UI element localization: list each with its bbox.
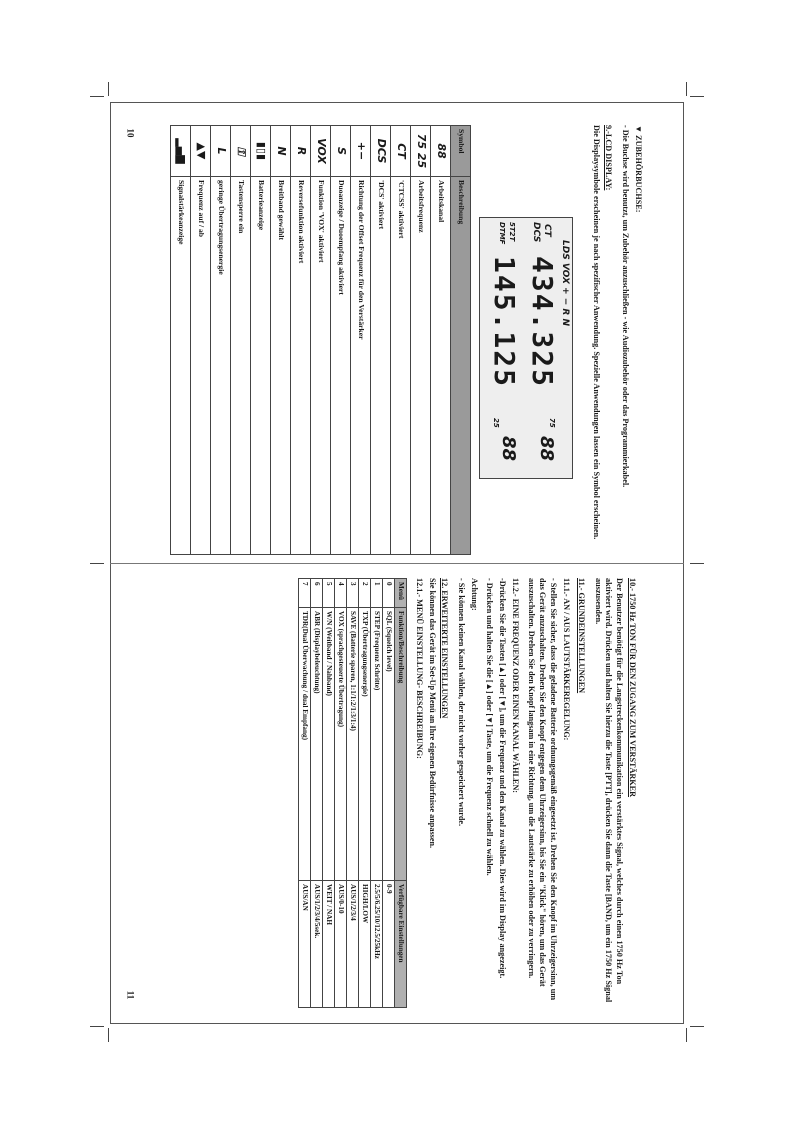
- symbol-cell: L: [211, 126, 231, 177]
- symbol-cell: +−: [351, 126, 371, 177]
- table-header-row: [394, 579, 406, 1008]
- description-cell: Signalstärkeanzeige: [171, 177, 191, 555]
- table-row: [171, 126, 191, 555]
- menu-cell: 3: [346, 579, 358, 608]
- table-row: [322, 579, 334, 1008]
- description-cell: Tastensperre ein: [231, 177, 251, 555]
- lcd-indicators: LDS VOX + − R N: [560, 240, 570, 326]
- settings-cell: 2.5/5/6.25/10/12.5/25kHz: [370, 881, 382, 1008]
- table-row: [231, 126, 251, 555]
- section-10-title: 10.- 1750 Hz TON FÜR DEN ZUGANG ZUM VERSTÄRKER: [628, 578, 637, 798]
- menu-cell: 4: [334, 579, 346, 608]
- description-header: Beschreibung: [451, 177, 471, 555]
- table-row: [291, 126, 311, 555]
- accessory-title: ▼ ZUBEHÖRBUCHSE:: [634, 125, 643, 213]
- symbol-cell: N: [271, 126, 291, 177]
- function-cell: SAVE (Batterie sparen, 1:1/1:2/1:3/1:4): [346, 608, 358, 881]
- key-lock-icon: ⚿: [231, 126, 251, 177]
- settings-header: Verfügbare Einstellungen: [394, 881, 406, 1008]
- lcd-text: Die Displaysymbole erscheinen je nach spezifischer Anwendung. Spezielle Anwendungen lassen ein Symbol erscheinen.: [591, 125, 601, 540]
- battery-icon: ▮▯▮: [251, 126, 271, 177]
- table-row: [351, 126, 371, 555]
- table-row: [346, 579, 358, 1008]
- description-cell: Richtung der Offset Frequenz für den Verstärker: [351, 177, 371, 555]
- menu-cell: 5: [322, 579, 334, 608]
- crop-mark: [686, 1028, 687, 1042]
- page-number-left: 10: [125, 128, 136, 138]
- settings-cell: 0-9: [382, 881, 394, 1008]
- settings-cell: WEIT / NAH: [322, 881, 334, 1008]
- menu-cell: 1: [370, 579, 382, 608]
- right-page: [117, 578, 643, 1008]
- crop-mark: [108, 1028, 109, 1042]
- description-cell: Duoanzeige / Duoempfang aktiviert: [331, 177, 351, 555]
- signal-strength-icon: ▂▄▆: [171, 126, 191, 177]
- function-cell: TXP (Übertragungsenergie): [358, 608, 370, 881]
- menu-cell: 6: [310, 579, 322, 608]
- description-cell: 'DCS' aktiviert: [371, 177, 391, 555]
- table-row: [251, 126, 271, 555]
- section-11-title: 11.- GRUNDEINSTELLUNGEN: [576, 578, 586, 694]
- lcd-dcs: DCS: [531, 222, 541, 243]
- description-cell: Arbeitskanal: [431, 177, 451, 555]
- table-row: [271, 126, 291, 555]
- page-number-right: 11: [125, 990, 136, 1000]
- settings-cell: AUS/AN: [298, 881, 310, 1008]
- lcd-frequency-2: 145.125: [488, 256, 521, 389]
- function-cell: STEP (Frequenz Schritte): [370, 608, 382, 881]
- fold-line: [110, 563, 684, 564]
- warning-title: Achtung:: [470, 578, 480, 611]
- crop-mark: [90, 96, 104, 97]
- section-12-text: Sie können das Gerät im Set-Up Menü an Ihre eigenen Bedürfnisse anpassen.: [427, 578, 437, 849]
- menu-cell: 7: [298, 579, 310, 608]
- function-cell: VOX (sprachgesteuerte Übertragung): [334, 608, 346, 881]
- lcd-frequency-1: 434.325: [526, 256, 559, 389]
- description-cell: Frequenz auf / ab: [191, 177, 211, 555]
- description-cell: Batterieanzeige: [251, 177, 271, 555]
- section-10-text: Der Benutzer benötigt für die Langstreckenkommunikation ein verstärktes Signal, welches durch einen 1750 Hz Ton aktiviert wird. Drücken und halten Sie hierzu die Taste [PTT], drücken Sie dann die Taste [BAND, um ein 1750 Hz Signal auszusenden.: [593, 578, 625, 1003]
- lcd-title: 9.-LCD DISPLAY:: [604, 125, 614, 191]
- table-row: [211, 126, 231, 555]
- symbol-cell: VOX: [311, 126, 331, 177]
- table-row: [382, 579, 394, 1008]
- lcd-sub-1: 75: [548, 418, 556, 428]
- crop-mark: [690, 563, 704, 564]
- table-row: [331, 126, 351, 555]
- symbol-header: Symbol: [451, 126, 471, 177]
- symbol-cell: S: [331, 126, 351, 177]
- function-cell: SQL (Squelch level): [382, 608, 394, 881]
- table-row: [391, 126, 411, 555]
- table-row: [358, 579, 370, 1008]
- symbol-table: [170, 125, 471, 555]
- function-cell: W/N (Weitband / Nahband): [322, 608, 334, 881]
- section-12-1-title: 12.1.- MENÜ EINSTELLUNG- BESCHREIBUNG:: [414, 578, 424, 759]
- crop-mark: [686, 82, 687, 96]
- section-11-1-text: - Stellen Sie sicher, dass die geladene Batterie ordnungsgemäß eingesetzt ist. Drehen Sie den Knopf im Uhrzeigersinn, um das Gerät anzuschalten. Drehen Sie den Knopf entgegen dem Uhrzeigersinn, bis Sie ein "Klick" hören, um das Gerät auszuschalten. Drehen Sie den Knopf langsam in eine Richtung, um die Lautstärke zu erhöhen oder zu verringern.: [527, 578, 559, 1001]
- up-down-icon: ▲▼: [191, 126, 211, 177]
- crop-mark: [690, 1026, 704, 1027]
- table-row: [371, 126, 391, 555]
- warning-text: - Sie können keinen Kanal wählen, der nicht vorher gespeichert wurde.: [457, 578, 467, 827]
- table-row: [191, 126, 211, 555]
- description-cell: 'CTCSS' aktiviert: [391, 177, 411, 555]
- description-cell: Reversefunktion aktiviert: [291, 177, 311, 555]
- settings-cell: AUS/0-10: [334, 881, 346, 1008]
- section-12-title: 12. ERWEITERTE EINSTELLUNGEN: [440, 578, 450, 719]
- symbol-cell: 88: [431, 126, 451, 177]
- description-cell: Funktion 'VOX' aktiviert: [311, 177, 331, 555]
- accessory-text: - Die Buchse wird benutzt, um Zubehör anzuschließen - wie Audiozubehör oder das Programmierkabel.: [621, 125, 631, 488]
- table-row: [411, 126, 431, 555]
- lcd-ct: CT: [542, 224, 552, 237]
- section-11-2-title: 11.2.- EINE FREQUENZ ODER EINEN KANAL WÄHLEN:: [510, 578, 520, 794]
- lcd-st: 5T2T: [508, 222, 516, 242]
- lcd-display: [479, 217, 573, 479]
- table-header-row: [451, 126, 471, 555]
- function-cell: ABR (Displaybeleuchtung): [310, 608, 322, 881]
- table-row: [310, 579, 322, 1008]
- symbol-cell: DCS: [371, 126, 391, 177]
- symbol-cell: CT: [391, 126, 411, 177]
- settings-cell: AUS/1/2/3/4/5sek.: [310, 881, 322, 1008]
- menu-cell: 2: [358, 579, 370, 608]
- table-row: [311, 126, 331, 555]
- table-row: [298, 579, 310, 1008]
- symbol-cell: R: [291, 126, 311, 177]
- lcd-dtmf: DTMF: [498, 222, 506, 245]
- settings-cell: AUS/1/2/3/4: [346, 881, 358, 1008]
- crop-mark: [90, 563, 104, 564]
- lcd-sub-2: 25: [492, 418, 500, 428]
- section-11-2-line-1: -Drücken Sie die Tasten [▲] oder [▼], um die Frequenz und den Kanal zu wählen. Dies wird im Display angezeigt.: [497, 578, 507, 979]
- table-row: [370, 579, 382, 1008]
- description-cell: Arbeitsfrequenz: [411, 177, 431, 555]
- menu-table: [298, 578, 407, 1008]
- lcd-channel-1: 88: [536, 436, 557, 462]
- lcd-channel-2: 88: [498, 436, 519, 462]
- function-header: Funktion/Beschreibung: [394, 608, 406, 881]
- menu-cell: 0: [382, 579, 394, 608]
- table-row: [334, 579, 346, 1008]
- crop-mark: [690, 96, 704, 97]
- left-page: [123, 125, 643, 555]
- crop-mark: [108, 82, 109, 96]
- crop-mark: [90, 1026, 104, 1027]
- function-cell: TDR(Dual Überwachung / dual Empfang): [298, 608, 310, 881]
- description-cell: geringe Übertragungsenergie: [211, 177, 231, 555]
- table-row: [431, 126, 451, 555]
- symbol-cell: 75 25: [411, 126, 431, 177]
- settings-cell: HIGH/LOW: [358, 881, 370, 1008]
- section-11-1-title: 11.1.- AN / AUS LAUTSTÄRKEREGELUNG:: [561, 578, 571, 741]
- menu-header: Menü: [394, 579, 406, 608]
- section-11-2-line-2: - Drücken und halten Sie die [▲] oder [▼] Taste, um die Frequenz schnell zu wählen.: [484, 578, 494, 876]
- description-cell: Breitband gewählt: [271, 177, 291, 555]
